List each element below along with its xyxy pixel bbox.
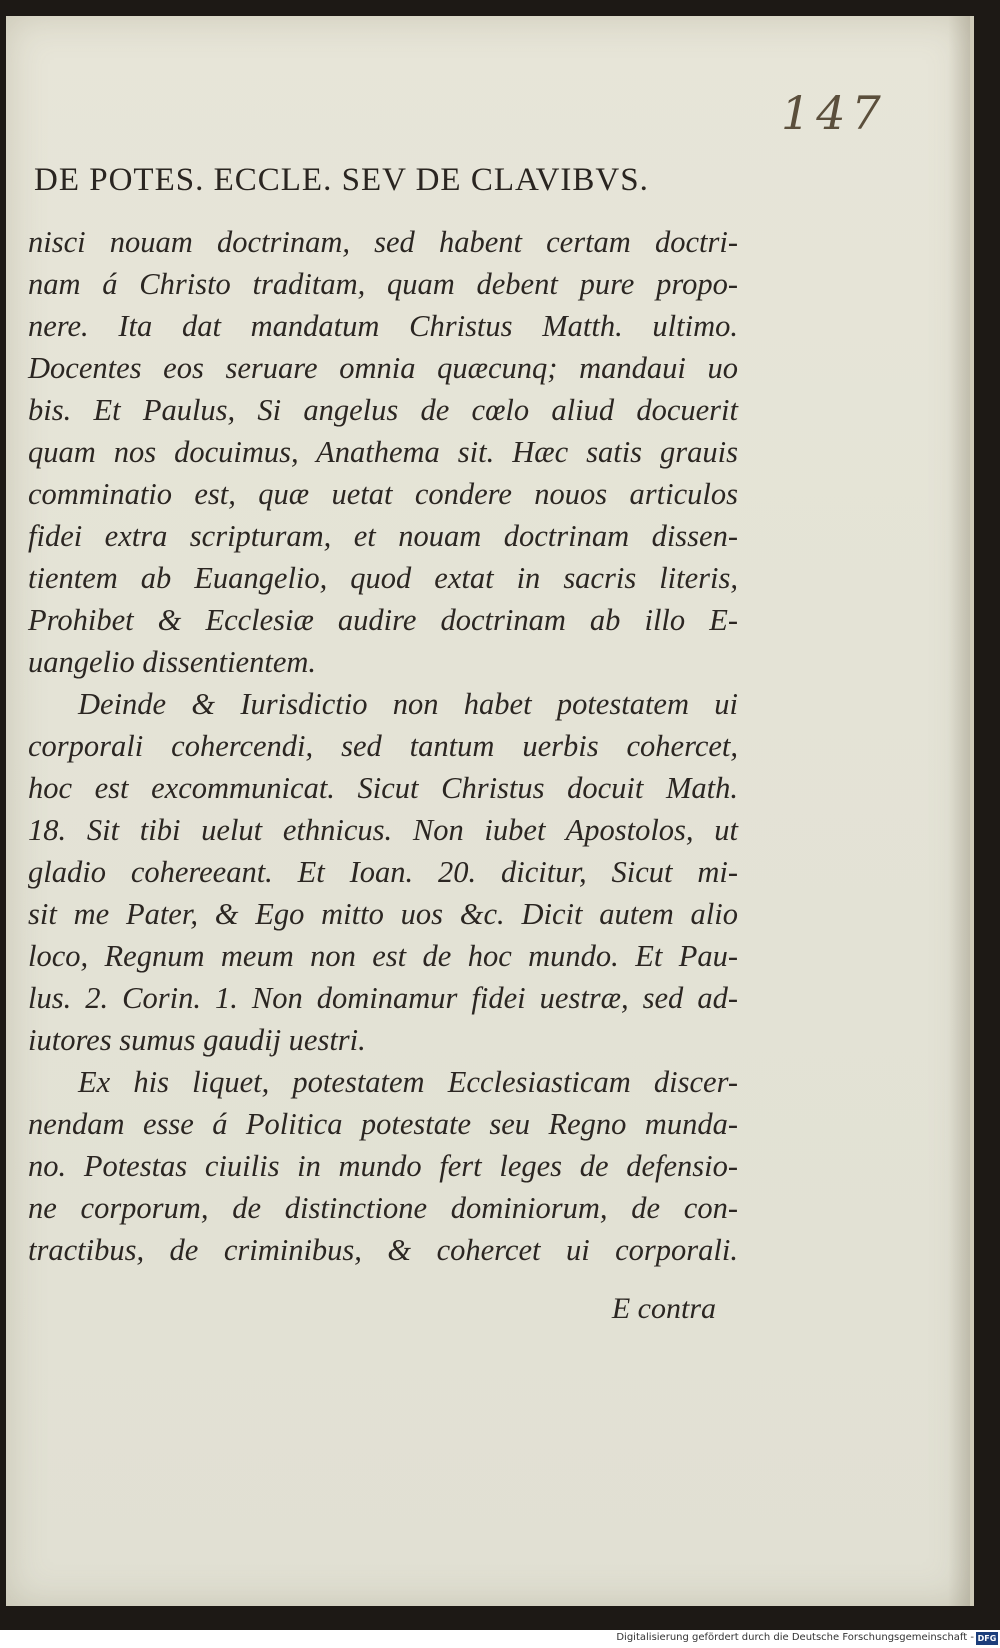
text-line: sit me Pater, & Ego mitto uos &c. Dicit autem alio: [28, 897, 738, 931]
text-line: Prohibet & Ecclesiæ audire doctrinam ab illo E-: [28, 603, 738, 637]
text-line: Ex his liquet, potestatem Ecclesiasticam discer-: [78, 1065, 738, 1099]
text-line: fidei extra scripturam, et nouam doctrinam dissen-: [28, 519, 738, 553]
footer-bar: [0, 1630, 1000, 1648]
text-line: nendam esse á Politica potestate seu Regno munda-: [28, 1107, 738, 1141]
text-line: tractibus, de criminibus, & cohercet ui corporali.: [28, 1233, 738, 1267]
text-line: hoc est excommunicat. Sicut Christus docuit Math.: [28, 771, 738, 805]
text-line: lus. 2. Corin. 1. Non dominamur fidei uestræ, sed ad-: [28, 981, 738, 1015]
dfg-logo: DFG: [977, 1634, 997, 1643]
text-line: no. Potestas ciuilis in mundo fert leges de defensio-: [28, 1149, 738, 1183]
text-line: Docentes eos seruare omnia quæcunq; mandaui uo: [28, 351, 738, 385]
text-line: Deinde & Iurisdictio non habet potestatem ui: [78, 687, 738, 721]
text-line: uangelio dissentientem.: [28, 645, 317, 679]
text-line: corporali cohercendi, sed tantum uerbis cohercet,: [28, 729, 738, 763]
text-line: gladio cohereeant. Et Ioan. 20. dicitur, Sicut mi-: [28, 855, 738, 889]
body-text: [28, 221, 738, 1271]
funding-credit: Digitalisierung gefördert durch die Deutsche Forschungsgemeinschaft -: [616, 1632, 974, 1643]
book-page: [6, 16, 974, 1606]
text-line: ne corporum, de distinctione dominiorum, de con-: [28, 1191, 738, 1225]
text-line: 18. Sit tibi uelut ethnicus. Non iubet Apostolos, ut: [28, 813, 738, 847]
text-line: iutores sumus gaudij uestri.: [28, 1023, 366, 1057]
text-line: bis. Et Paulus, Si angelus de cœlo aliud docuerit: [28, 393, 738, 427]
text-line: nisci nouam doctrinam, sed habent certam doctri-: [28, 225, 738, 259]
running-head: DE POTES. ECCLE. SEV DE CLAVIBVS.: [34, 162, 649, 198]
text-line: quam nos docuimus, Anathema sit. Hæc satis grauis: [28, 435, 738, 469]
text-line: nam á Christo traditam, quam debent pure propo-: [28, 267, 738, 301]
text-line: nere. Ita dat mandatum Christus Matth. ultimo.: [28, 309, 738, 343]
folio-number: 147: [781, 86, 887, 140]
text-line: loco, Regnum meum non est de hoc mundo. Et Pau-: [28, 939, 738, 973]
catchword: E contra: [611, 1292, 716, 1325]
text-line: comminatio est, quæ uetat condere nouos articulos: [28, 477, 738, 511]
text-line: tientem ab Euangelio, quod extat in sacris literis,: [28, 561, 738, 595]
